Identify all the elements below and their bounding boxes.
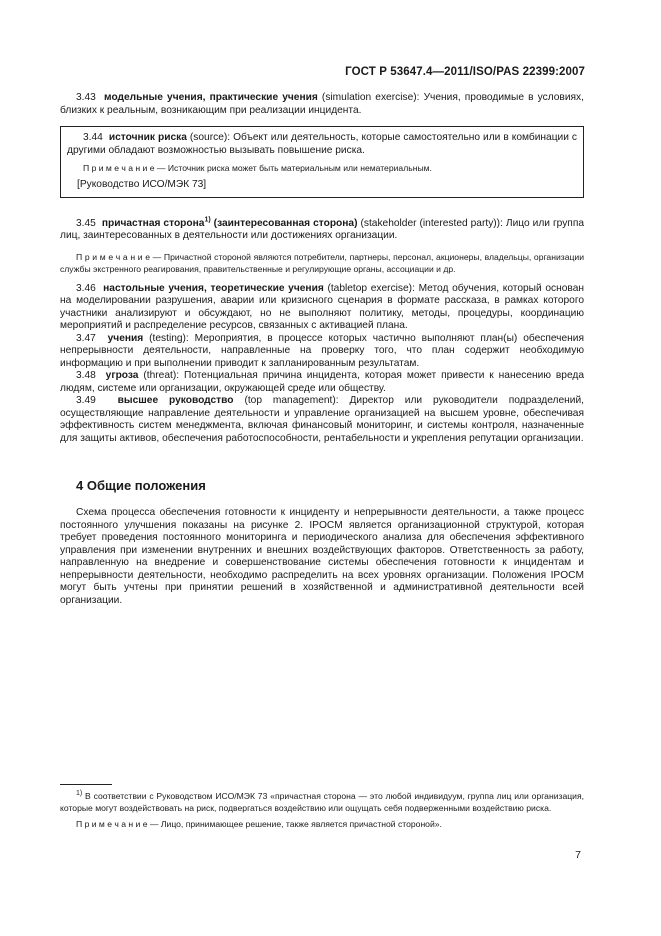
footnotes (60, 790, 584, 831)
term-name: модельные учения, практические учения (104, 92, 318, 103)
note-label: П р и м е ч а н и е (76, 251, 150, 262)
section-4-body: Схема процесса обеспечения готовности к инциденту и непрерывности деятельности, а также процесс постоянного улучшения показаны на рисунке 2. IPOCM является организационной структурой, которая требует проведения постоянного мониторинга и периодического анализа для обеспечения эффективного управления при изменении внутренних и внешних воздействующих факторов. Ответственность за работу, направленную на внедрение и совершенствование системы обеспечения готовности к инцидентам и непрерывности деятельности, необходимо распределить на всех уровнях организации. Положения IPOCM могут быть учтены при принятии решений в хозяйственной и административной деятельности всей организации. (60, 507, 584, 606)
note-text: — Причастной стороной являются потребители, партнеры, персонал, акционеры, владельцы, организации службы экстренного реагирования, правительственные и регулирующие органы, ассоциации и др. (60, 251, 584, 274)
footnote-1 (60, 790, 584, 814)
term-name: настольные учения, теоретические учения (103, 282, 324, 294)
term-3-43 (60, 92, 584, 117)
term-definition: (tabletop exercise): Метод обучения, который основан на моделировании разрушения, аварии или кризисного сценария в формате рассказа, в рамках которого участники анализируют и обсуждают, но не выполняют политику, методы, процедуры, координацию мероприятий и распределение ресурсов, связанных с активацией плана. (60, 282, 584, 331)
footnote-text: В соответствии с Руководством ИСО/МЭК 73 «причастная сторона — это любой индивидуум, группа лиц или организация, которые могут воздействовать на риск, подвергаться воздействию или ощущать себя подверженными воздействию риска. (60, 791, 584, 814)
footnote-ref: 1) (204, 216, 211, 224)
section-4-heading: 4 Общие положения (76, 478, 206, 493)
footnote-1-note (60, 818, 584, 830)
term-number: 3.49 (76, 395, 96, 406)
term-3-47 (60, 333, 584, 371)
term-name: причастная сторона (101, 217, 205, 229)
note-text: — Лицо, принимающее решение, также является причастной стороной». (147, 819, 442, 830)
note-text: — Источник риска может быть материальным или нематериальным. (154, 163, 432, 173)
term-name: угроза (105, 370, 139, 381)
term-number: 3.48 (76, 370, 96, 381)
term-definition: (stakeholder (interested party)): Лицо или группа лиц, заинтересованных в деятельности или достижениях организации. (60, 217, 585, 241)
page-content (60, 92, 584, 607)
standard-code-header: ГОСТ Р 53647.4—2011/ISO/PAS 22399:2007 (345, 66, 585, 78)
term-3-46 (60, 283, 584, 333)
term-number: 3.45 (76, 217, 96, 229)
term-3-44 (67, 132, 577, 157)
term-definition: (threat): Потенциальная причина инцидента, которая может привести к нанесению вреда людям, системе или организации, окружающей среде или обществу. (60, 370, 584, 394)
note-label: П р и м е ч а н и е (83, 163, 155, 173)
term-3-45 (60, 218, 584, 243)
term-3-44-box (60, 126, 584, 198)
term-number: 3.44 (83, 132, 103, 143)
footnote-mark: 1) (76, 790, 83, 798)
term-3-44-reference: [Руководство ИСО/МЭК 73] (77, 179, 207, 190)
term-name: учения (107, 332, 144, 344)
term-3-48 (60, 370, 584, 395)
term-definition: (source): Объект или деятельность, которые самостоятельно или в комбинации с другими обладают возможностью вызывать повышение риска. (67, 132, 577, 156)
term-definition: (testing): Мероприятия, в процессе которых частично выполняют план(ы) обеспечения непрерывности деятельности, направленные на проверку того, что план содержит необходимую информацию и при выполнении приводит к запланированным результатам. (60, 332, 584, 369)
term-name: высшее руководство (117, 395, 234, 406)
page-number: 7 (575, 849, 581, 861)
term-definition: (top management): Директор или руководители подразделений, осуществляющие направление деятельности и управление организацией на высшем уровне, обеспечивая эффективность систем менеджмента, включая финансовый мониторинг, и системы контроля, назначенные для защиты активов, обеспечения работоспособности, рентабельности и укрепления репутации организации. (60, 395, 585, 444)
term-definition: (simulation exercise): Учения, проводимые в условиях, близких к реальным, возникающим при реализации инцидента. (60, 92, 584, 116)
note-label: П р и м е ч а н и е (76, 819, 148, 830)
term-number: 3.47 (76, 332, 96, 344)
term-3-44-note (67, 162, 577, 174)
term-name-alt: (заинтересованная сторона) (210, 217, 358, 229)
term-3-49 (60, 395, 584, 445)
term-number: 3.46 (76, 282, 96, 294)
footnote-divider (60, 784, 112, 785)
term-name: источник риска (108, 132, 187, 143)
term-number: 3.43 (76, 92, 96, 103)
term-3-45-note (60, 251, 584, 275)
